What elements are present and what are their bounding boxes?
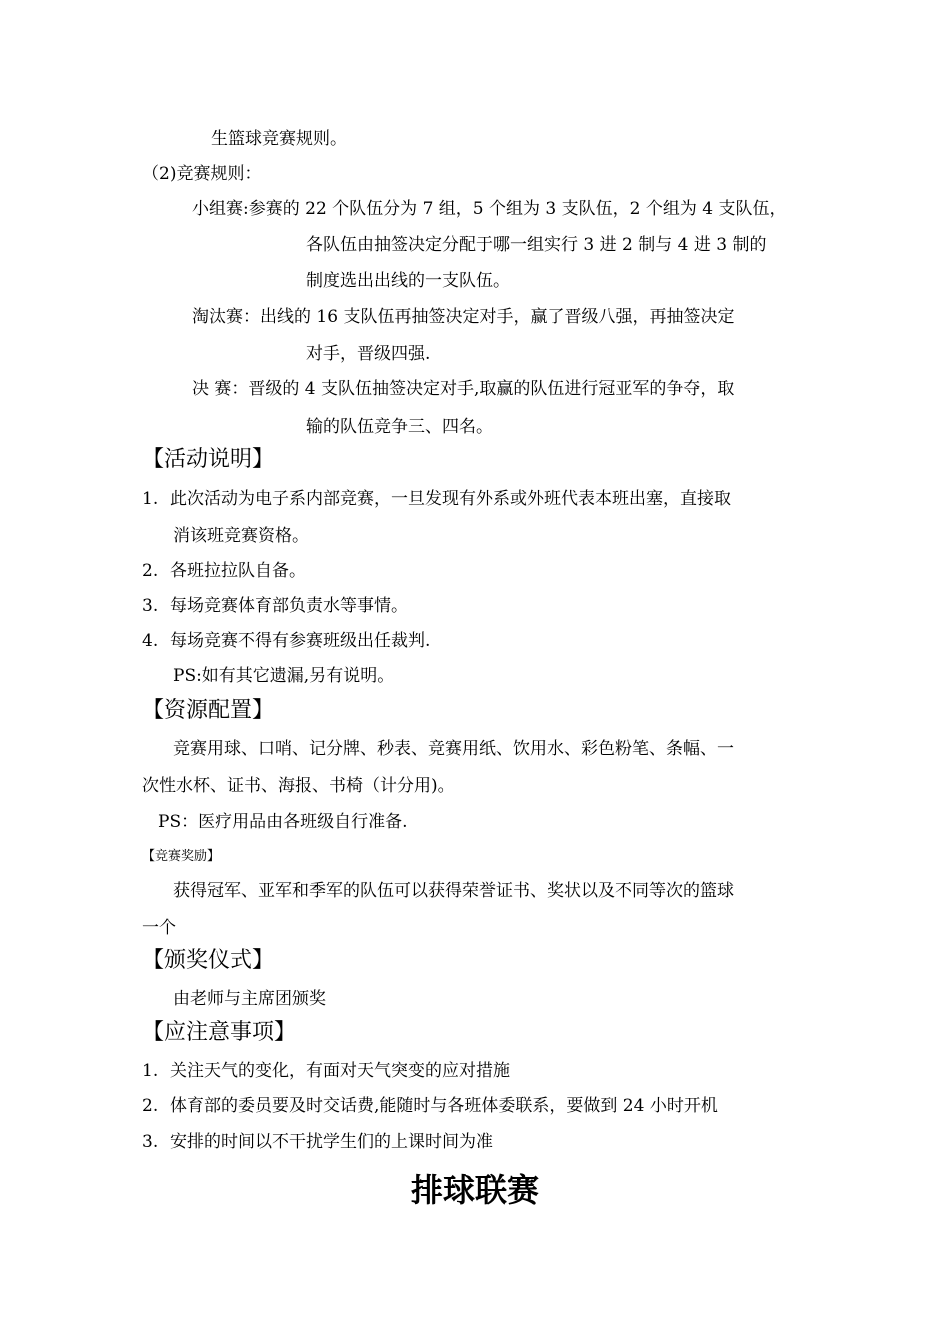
activity-item-4 bbox=[142, 630, 430, 652]
group-stage-line-1: 小组赛:参赛的 22 个队伍分为 7 组，5 个组为 3 支队伍，2 个组为 4 支队伍， bbox=[192, 199, 787, 219]
notes-heading: 【应注意事项】 bbox=[142, 1020, 297, 1045]
knockout-line-1: 淘汰赛：出线的 16 支队伍再抽签决定对手，赢了晋级八强，再抽签决定 bbox=[192, 307, 735, 327]
group-stage-line-2: 各队伍由抽签决定分配于哪一组实行 3 进 2 制与 4 进 3 制的 bbox=[306, 235, 767, 255]
section-title: 排球联赛 bbox=[410, 1171, 539, 1209]
awards-heading: 【竞赛奖励】 bbox=[142, 849, 221, 864]
item-text: 此次活动为电子系内部竞赛，一旦发现有外系或外班代表本班出塞，直接取 bbox=[170, 489, 731, 509]
item-text: 每场竞赛体育部负责水等事情。 bbox=[170, 596, 408, 616]
item-number: 4. bbox=[142, 631, 159, 651]
notes-item-1 bbox=[142, 1060, 510, 1082]
ceremony-heading: 【颁奖仪式】 bbox=[142, 948, 275, 973]
final-line-1: 决 赛：晋级的 4 支队伍抽签决定对手,取赢的队伍进行冠亚军的争夺，取 bbox=[192, 379, 735, 399]
item-number: 1. bbox=[142, 1061, 159, 1081]
notes-item-2 bbox=[142, 1095, 718, 1117]
activity-ps: PS:如有其它遗漏,另有说明。 bbox=[173, 666, 395, 686]
knockout-line-2: 对手，晋级四强. bbox=[306, 344, 431, 364]
awards-line-2: 一个 bbox=[142, 918, 176, 938]
item-text: 安排的时间以不干扰学生们的上课时间为准 bbox=[170, 1132, 493, 1152]
ceremony-text: 由老师与主席团颁奖 bbox=[173, 989, 326, 1009]
item-number: 1. bbox=[142, 489, 159, 509]
item-number: 3. bbox=[142, 596, 159, 616]
final-line-2: 输的队伍竞争三、四名。 bbox=[306, 417, 493, 437]
resources-heading: 【资源配置】 bbox=[142, 698, 275, 723]
activity-item-1-cont: 消该班竞赛资格。 bbox=[173, 526, 309, 546]
resources-ps: PS：医疗用品由各班级自行准备. bbox=[158, 812, 408, 832]
rules-label: （2)竞赛规则： bbox=[142, 164, 262, 184]
item-text: 体育部的委员要及时交话费,能随时与各班体委联系，要做到 24 小时开机 bbox=[170, 1096, 718, 1116]
resources-line-1: 竞赛用球、口哨、记分牌、秒表、竞赛用纸、饮用水、彩色粉笔、条幅、一 bbox=[173, 739, 734, 759]
notes-item-3 bbox=[142, 1131, 493, 1153]
activity-item-2 bbox=[142, 560, 306, 582]
activity-item-1 bbox=[142, 488, 731, 510]
resources-line-2: 次性水杯、证书、海报、书椅（计分用)。 bbox=[142, 776, 455, 796]
item-text: 关注天气的变化，有面对天气突变的应对措施 bbox=[170, 1061, 510, 1081]
item-number: 3. bbox=[142, 1132, 159, 1152]
activity-heading: 【活动说明】 bbox=[142, 447, 275, 472]
group-stage-line-3: 制度选出出线的一支队伍。 bbox=[306, 271, 510, 291]
item-text: 每场竞赛不得有参赛班级出任裁判. bbox=[170, 631, 431, 651]
rules-continuation: 生篮球竞赛规则。 bbox=[211, 129, 347, 149]
item-number: 2. bbox=[142, 1096, 159, 1116]
awards-line-1: 获得冠军、亚军和季军的队伍可以获得荣誉证书、奖状以及不同等次的篮球 bbox=[173, 881, 734, 901]
item-text: 各班拉拉队自备。 bbox=[170, 561, 306, 581]
item-number: 2. bbox=[142, 561, 159, 581]
activity-item-3 bbox=[142, 595, 408, 617]
